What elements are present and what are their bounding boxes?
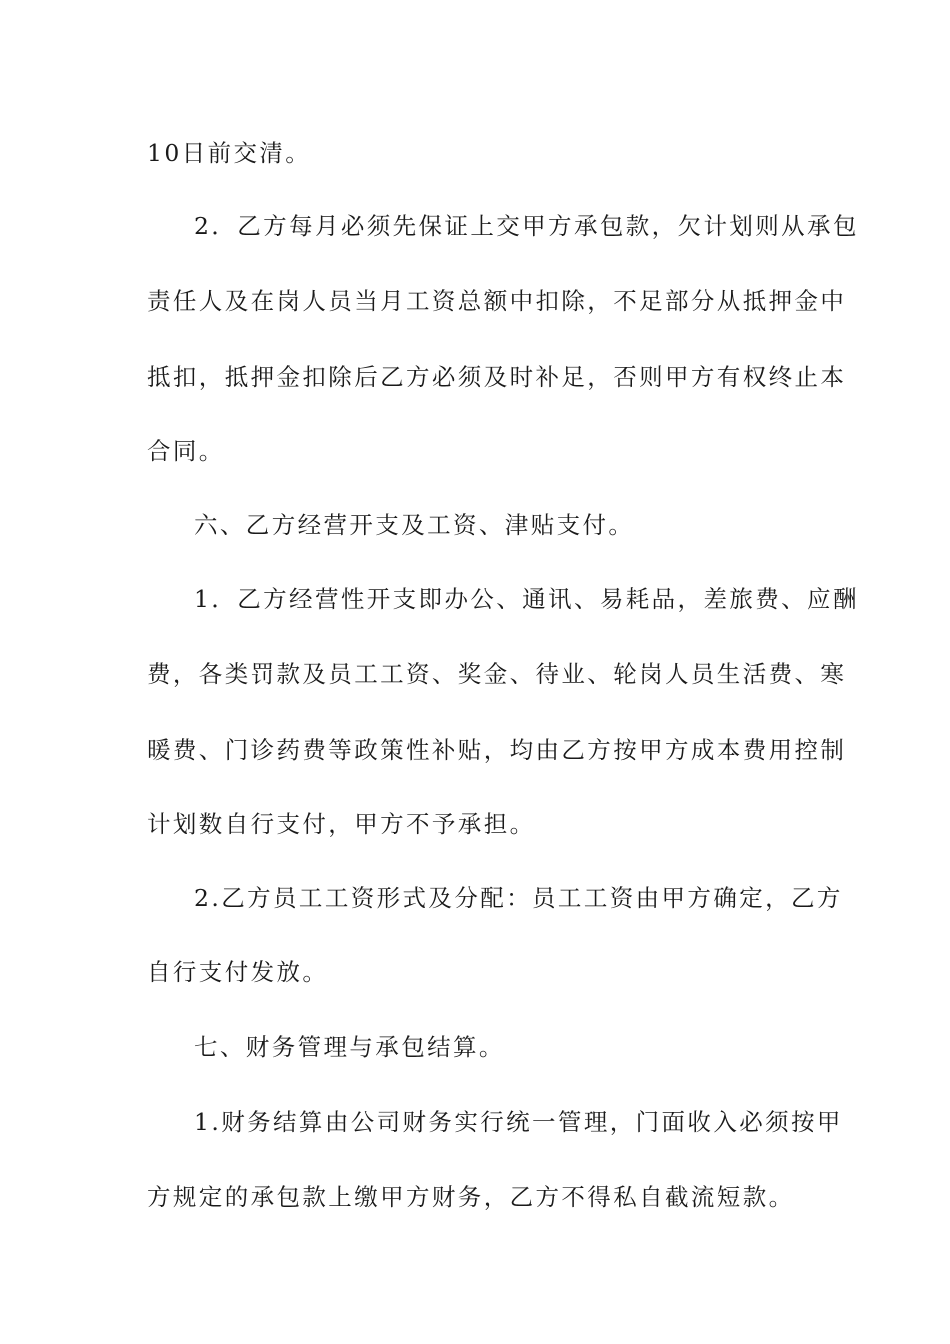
text-line: 自行支付发放。 xyxy=(147,958,329,986)
text-line: 2.乙方员工工资形式及分配：员工工资由甲方确定，乙方 xyxy=(194,884,843,912)
section-heading: 七、财务管理与承包结算。 xyxy=(194,1033,505,1061)
text-line: 计划数自行支付，甲方不予承担。 xyxy=(147,810,536,838)
text-line: 1.财务结算由公司财务实行统一管理，门面收入必须按甲 xyxy=(194,1108,843,1136)
text-line: 1．乙方经营性开支即办公、通讯、易耗品，差旅费、应酬 xyxy=(194,585,859,613)
text-line: 抵扣，抵押金扣除后乙方必须及时补足，否则甲方有权终止本 xyxy=(147,363,847,391)
text-line: 2．乙方每月必须先保证上交甲方承包款，欠计划则从承包 xyxy=(194,212,859,240)
text-line: 合同。 xyxy=(147,437,225,465)
text-line: 暖费、门诊药费等政策性补贴，均由乙方按甲方成本费用控制 xyxy=(147,736,847,764)
section-heading: 六、乙方经营开支及工资、津贴支付。 xyxy=(194,511,635,539)
text-line: 方规定的承包款上缴甲方财务，乙方不得私自截流短款。 xyxy=(147,1183,795,1211)
text-line: 10日前交清。 xyxy=(147,139,312,167)
text-line: 责任人及在岗人员当月工资总额中扣除，不足部分从抵押金中 xyxy=(147,287,847,315)
text-line: 费，各类罚款及员工工资、奖金、待业、轮岗人员生活费、寒 xyxy=(147,660,847,688)
